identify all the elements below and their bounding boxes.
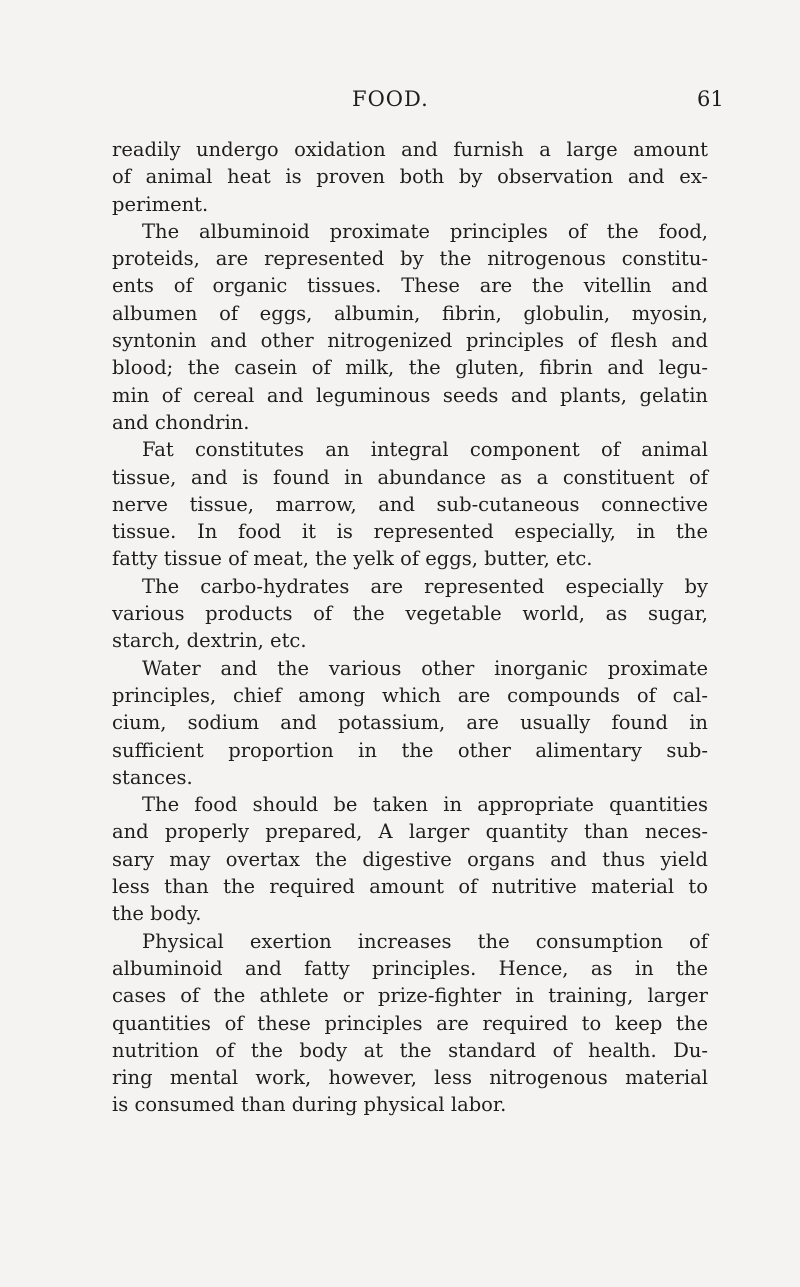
text-line: cium, sodium and potassium, are usually found in	[112, 711, 708, 735]
text-line: tissue. In food it is represented especially, in the	[112, 520, 708, 544]
text-line: quantities of these principles are required to keep the	[112, 1011, 708, 1035]
text-line: periment.	[112, 192, 209, 216]
text-line: tissue, and is found in abundance as a constituent of	[112, 465, 708, 489]
text-line: the body.	[112, 902, 202, 926]
paragraph-first-line: Fat constitutes an integral component of animal	[142, 438, 708, 462]
paragraph-first-line: The albuminoid proximate principles of the food,	[142, 219, 708, 243]
text-line: ring mental work, however, less nitrogenous material	[112, 1066, 708, 1090]
text-line: and chondrin.	[112, 410, 250, 434]
text-line: sufficient proportion in the other alimentary sub-	[112, 738, 708, 762]
text-line: of animal heat is proven both by observation and ex-	[112, 165, 708, 189]
text-line: starch, dextrin, etc.	[112, 629, 307, 653]
text-line: albuminoid and fatty principles. Hence, as in the	[112, 956, 708, 980]
text-line: various products of the vegetable world, as sugar,	[112, 602, 708, 626]
text-line: nerve tissue, marrow, and sub-cutaneous connective	[112, 492, 708, 516]
text-line: less than the required amount of nutritive material to	[112, 875, 708, 899]
text-line: min of cereal and leguminous seeds and plants, gelatin	[112, 383, 708, 407]
text-line: nutrition of the body at the standard of health. Du-	[112, 1038, 708, 1062]
running-title: FOOD.	[352, 87, 429, 111]
text-line: readily undergo oxidation and furnish a large amount	[112, 138, 708, 161]
text-line: fatty tissue of meat, the yelk of eggs, butter, etc.	[112, 547, 593, 571]
text-line: and properly prepared, A larger quantity than neces-	[112, 820, 708, 844]
text-line: blood; the casein of milk, the gluten, fibrin and legu-	[112, 356, 708, 380]
text-line: cases of the athlete or prize-fighter in training, larger	[112, 984, 708, 1008]
text-line: proteids, are represented by the nitrogenous constitu-	[112, 247, 708, 271]
text-line: is consumed than during physical labor.	[112, 1093, 507, 1117]
paragraph-first-line: The carbo-hydrates are represented especially by	[142, 574, 708, 598]
page-number: 61	[697, 87, 724, 111]
page-header	[0, 86, 800, 112]
text-line: ents of organic tissues. These are the vitellin and	[112, 274, 708, 298]
body-text	[112, 136, 708, 1119]
text-line: stances.	[112, 765, 193, 789]
paragraph-first-line: The food should be taken in appropriate quantities	[142, 793, 708, 817]
text-line: albumen of eggs, albumin, fibrin, globulin, myosin,	[112, 301, 708, 325]
text-line: syntonin and other nitrogenized principles of flesh and	[112, 329, 708, 353]
paragraph-first-line: Physical exertion increases the consumption of	[142, 929, 708, 953]
text-line: sary may overtax the digestive organs and thus yield	[112, 847, 708, 871]
paragraph-first-line: Water and the various other inorganic proximate	[142, 656, 708, 680]
text-line: principles, chief among which are compounds of cal-	[112, 683, 708, 707]
